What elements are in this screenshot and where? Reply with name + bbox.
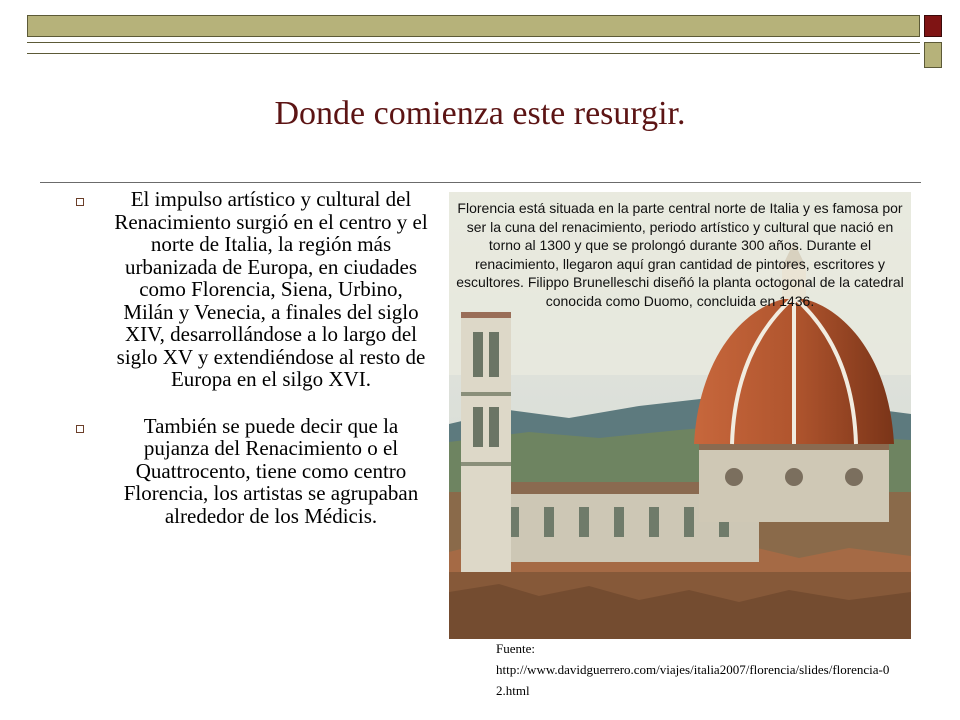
- slide-title: Donde comienza este resurgir.: [274, 95, 686, 132]
- red-square: [924, 15, 942, 37]
- title-divider: [40, 182, 921, 183]
- bullet-item: [70, 415, 430, 528]
- thin-stripe: [27, 42, 920, 54]
- source-link[interactable]: http://www.davidguerrero.com/viajes/italia2007/florencia/slides/florencia-02.html: [496, 662, 890, 698]
- source-label: Fuente:: [496, 641, 535, 656]
- bullet-text: También se puede decir que la pujanza del Renacimiento o el Quattrocento, tiene como centro Florencia, los artistas se agrupaban alrededor de los Médicis.: [123, 413, 419, 528]
- source-citation: [496, 638, 896, 701]
- image-caption: Florencia está situada en la parte central norte de Italia y es famosa por ser la cuna del renacimiento, periodo artístico y cultural que nació en torno al 1300 y que se prolongó durante 300 años. Durante el renacimiento, llegaron aquí gran cantidad de pintores, escritores y escultores. Filippo Brunelleschi diseñó la planta octogonal de la catedral conocida como Duomo, concluida en 1436.: [456, 200, 904, 309]
- bullet-text: El impulso artístico y cultural del Renacimiento surgió en el centro y el norte de Italia, la región más urbanizada de Europa, en ciudades como Florencia, Siena, Urbino, Milán y Venecia, a finales del siglo XIV, desarrollándose a lo largo del siglo XV y extendiéndose al resto de Europa en el silgo XVI.: [114, 187, 428, 391]
- olive-stripe: [27, 15, 920, 37]
- square-bullet-icon: [76, 198, 84, 206]
- bullet-item: [70, 188, 430, 391]
- bullet-list: [70, 188, 430, 551]
- square-bullet-icon: [76, 425, 84, 433]
- olive-square: [924, 42, 942, 68]
- top-decorative-bar: [27, 15, 942, 55]
